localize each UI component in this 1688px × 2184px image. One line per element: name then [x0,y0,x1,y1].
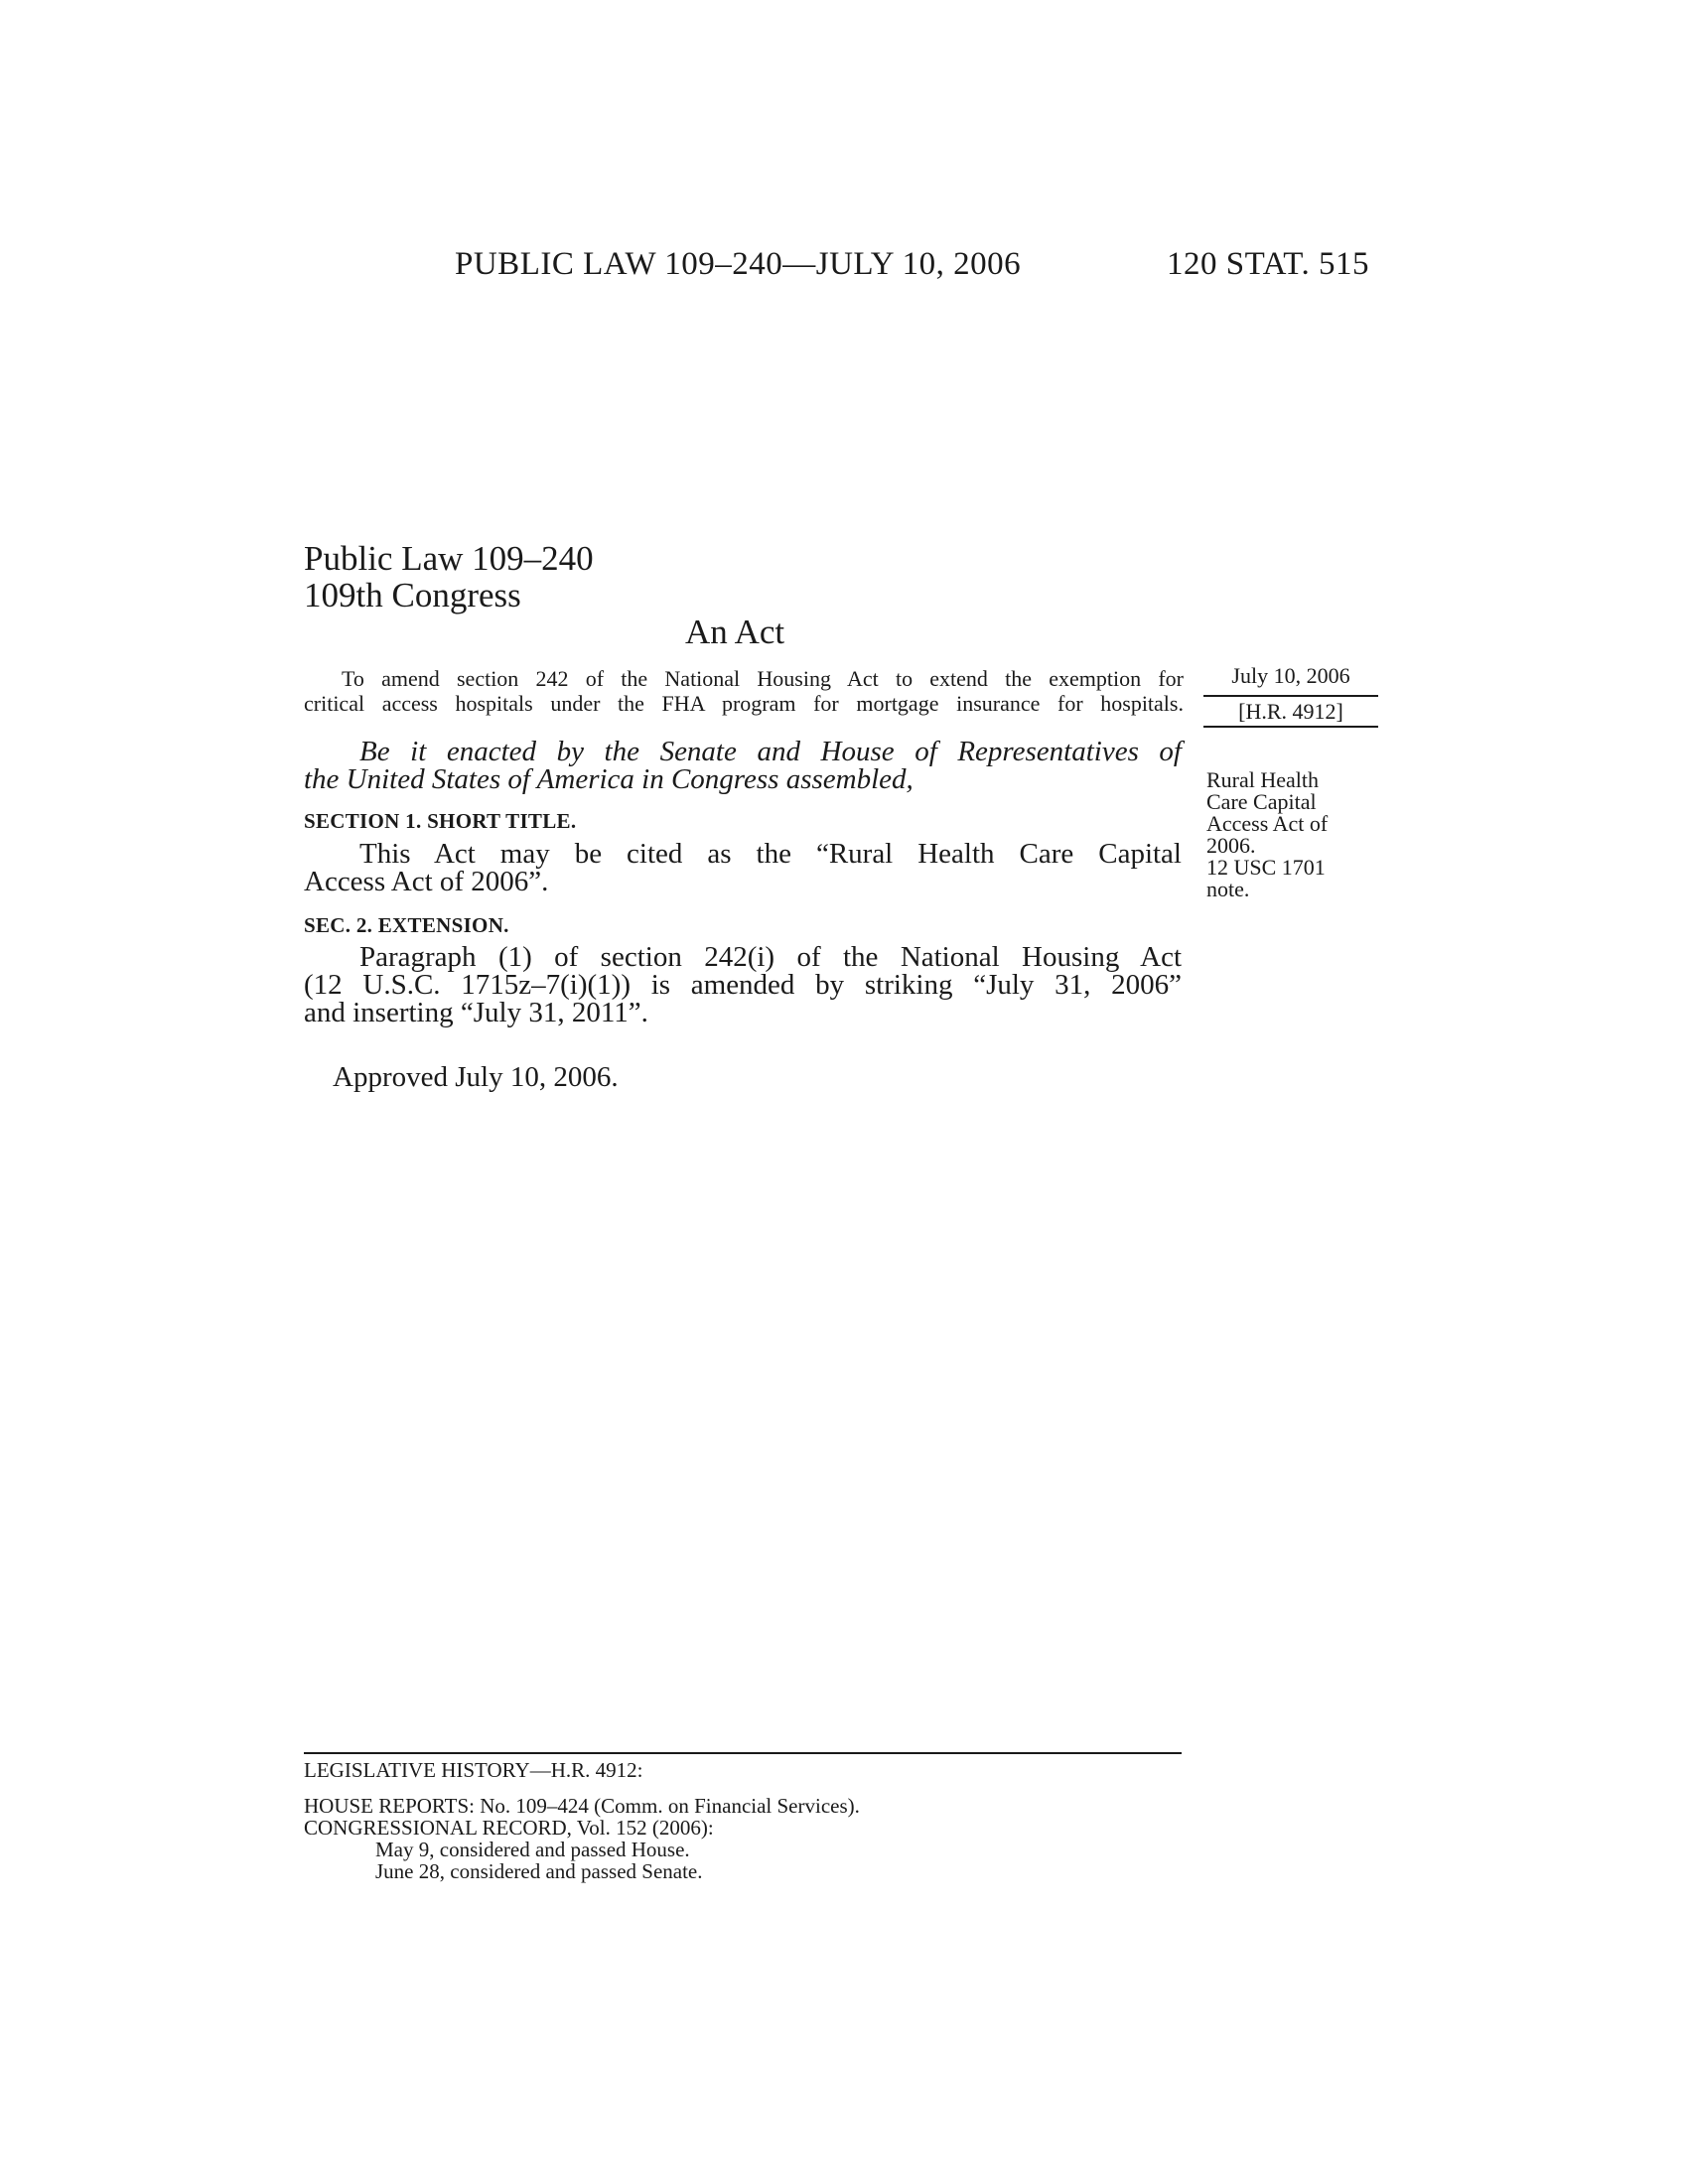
margin-rule [1203,726,1378,728]
history-action: May 9, considered and passed House. [375,1838,690,1861]
margin-note-line: Care Capital [1206,789,1317,814]
section-line: Paragraph (1) of section 242(i) of the National Housing Act [359,941,1182,973]
section-line: (12 U.S.C. 1715z–7(i)(1)) is amended by striking “July 31, 2006” [304,969,1182,1001]
legislative-history-title: LEGISLATIVE HISTORY—H.R. 4912: [304,1758,643,1782]
section-heading: SECTION 1. SHORT TITLE. [304,809,577,833]
margin-bill-number: [H.R. 4912] [1238,699,1343,724]
enacting-line: Be it enacted by the Senate and House of Representatives of [359,736,1182,767]
page-citation: 120 STAT. 515 [1167,246,1370,282]
section-line: and inserting “July 31, 2011”. [304,997,648,1028]
approval-date: Approved July 10, 2006. [333,1061,619,1093]
purpose-line: To amend section 242 of the National Housing Act to extend the exemption for [342,666,1184,691]
margin-note-line: 12 USC 1701 [1206,855,1326,880]
section-text [304,943,1182,1026]
history-divider [304,1752,1182,1754]
margin-date: July 10, 2006 [1231,663,1350,688]
enacting-line: the United States of America in Congress assembled, [304,763,914,795]
margin-note-line: 2006. [1206,833,1256,858]
house-reports: HOUSE REPORTS: No. 109–424 (Comm. on Financial Services). [304,1794,860,1818]
margin-note-line: Access Act of [1206,811,1329,836]
purpose-clause [304,666,1184,716]
margin-note [1206,769,1365,900]
act-heading: An Act [685,613,785,651]
section-heading: SEC. 2. EXTENSION. [304,913,509,937]
margin-note-line: note. [1206,877,1250,901]
history-action: June 28, considered and passed Senate. [375,1859,703,1883]
margin-note-line: Rural Health [1206,767,1320,792]
section-line: This Act may be cited as the “Rural Health Care Capital [359,838,1182,870]
section-text [304,840,1182,895]
congressional-record: CONGRESSIONAL RECORD, Vol. 152 (2006): [304,1816,714,1840]
congress-number: 109th Congress [304,576,521,614]
purpose-line: critical access hospitals under the FHA program for mortgage insurance for hospitals. [304,691,1184,716]
section-line: Access Act of 2006”. [304,866,549,897]
margin-rule [1203,695,1378,697]
running-header-title: PUBLIC LAW 109–240—JULY 10, 2006 [455,246,1022,282]
law-number: Public Law 109–240 [304,539,594,578]
enacting-clause [304,738,1182,793]
